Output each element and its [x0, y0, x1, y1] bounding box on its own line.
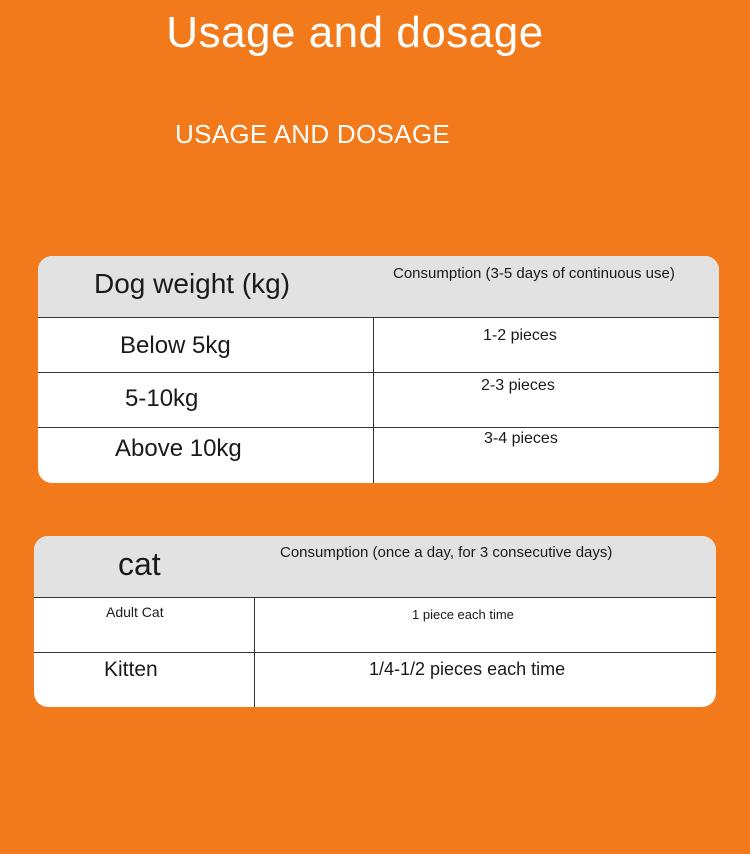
divider [34, 652, 716, 653]
divider [34, 597, 716, 598]
dog-row-weight: Below 5kg [120, 332, 231, 359]
cat-header: cat [118, 546, 161, 582]
dog-consumption-header: Consumption (3-5 days of continuous use) [393, 265, 675, 282]
dog-row-dose: 1-2 pieces [483, 327, 557, 344]
divider [38, 317, 719, 318]
cat-row-dose: 1/4-1/2 pieces each time [369, 659, 566, 679]
page-title: Usage and dosage [166, 8, 544, 57]
cat-row-type: Adult Cat [106, 604, 164, 620]
page-subtitle: USAGE AND DOSAGE [175, 119, 450, 149]
cat-row-dose: 1 piece each time [412, 607, 514, 622]
column-divider [254, 597, 255, 707]
divider [38, 372, 719, 373]
dog-weight-header: Dog weight (kg) [94, 268, 291, 299]
dog-row-weight: Above 10kg [115, 435, 242, 462]
dog-row-dose: 3-4 pieces [484, 430, 558, 447]
divider [38, 427, 719, 428]
cat-dosage-table [34, 536, 716, 707]
dog-row-dose: 2-3 pieces [481, 377, 555, 394]
cat-row-type: Kitten [104, 658, 158, 681]
cat-consumption-header: Consumption (once a day, for 3 consecutive days) [280, 544, 613, 561]
dog-row-weight: 5-10kg [125, 385, 199, 412]
dog-dosage-table [38, 256, 719, 483]
column-divider [373, 317, 374, 483]
